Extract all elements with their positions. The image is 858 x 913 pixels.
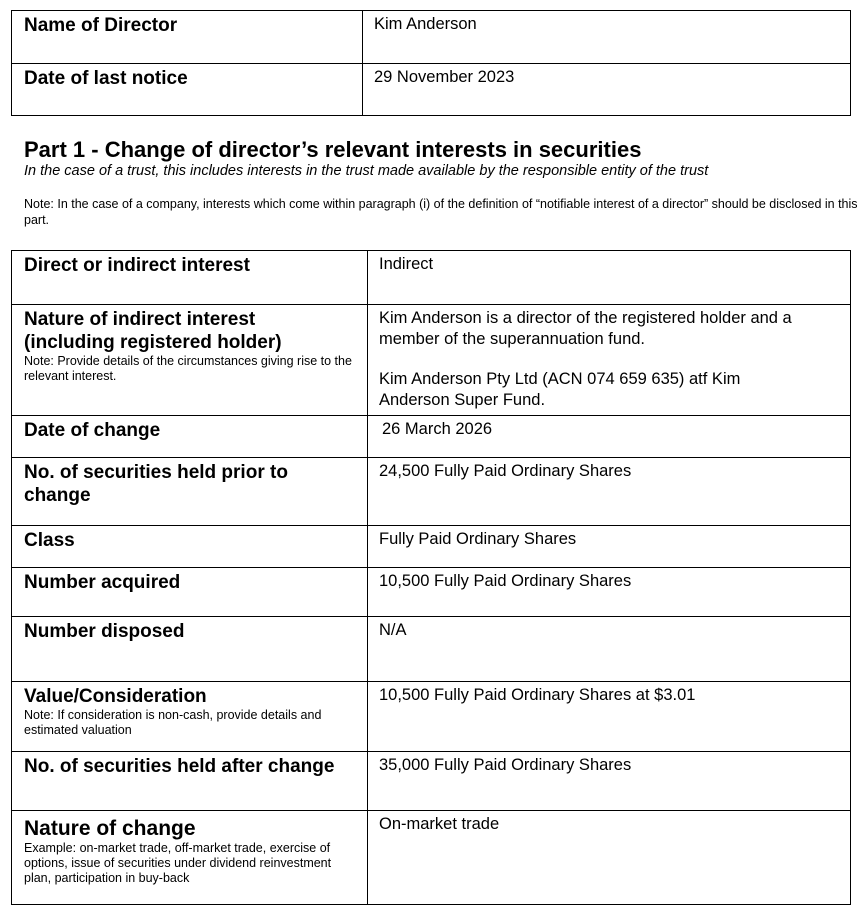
name-of-director-label: Name of Director — [24, 15, 178, 36]
part1-note: Note: In the case of a company, interests which come within paragraph (i) of the definition of “notifiable interest of a director” should be disclosed in this part. — [24, 197, 858, 227]
number-acquired-value: 10,500 Fully Paid Ordinary Shares — [379, 572, 632, 590]
value-cell — [368, 305, 851, 416]
value-cell — [363, 11, 851, 64]
date-of-last-notice-value: 29 November 2023 — [374, 68, 515, 86]
value-cell — [368, 682, 851, 752]
label-cell — [12, 526, 368, 568]
nature-of-change-value: On-market trade — [379, 815, 500, 833]
label-cell — [12, 64, 363, 116]
label-cell — [12, 11, 363, 64]
class-value: Fully Paid Ordinary Shares — [379, 530, 577, 548]
date-of-change-value: 26 March 2026 — [382, 420, 493, 438]
label-cell — [12, 251, 368, 305]
value-cell — [368, 526, 851, 568]
part1-heading: Part 1 - Change of director’s relevant interests in securities — [24, 137, 642, 162]
label-cell — [12, 458, 368, 526]
table-row — [12, 526, 851, 568]
table-row — [12, 64, 851, 116]
director-name-value: Kim Anderson — [374, 15, 477, 33]
direct-or-indirect-label: Direct or indirect interest — [24, 255, 250, 276]
number-disposed-value: N/A — [379, 621, 407, 639]
table-row — [12, 617, 851, 682]
label-cell — [12, 305, 368, 416]
value-consideration-note: Note: If consideration is non-cash, provide details and estimated valuation — [24, 708, 322, 737]
date-of-change-label: Date of change — [24, 420, 161, 441]
label-cell — [12, 682, 368, 752]
nature-of-indirect-value-2: Kim Anderson Pty Ltd (ACN 074 659 635) atf Kim Anderson Super Fund. — [379, 370, 741, 409]
value-cell — [368, 811, 851, 905]
nature-of-indirect-value-1: Kim Anderson is a director of the registered holder and a member of the superannuation fund. — [379, 309, 792, 348]
table-row — [12, 682, 851, 752]
class-label: Class — [24, 530, 75, 551]
director-info-table — [11, 10, 851, 116]
part1-subheading: In the case of a trust, this includes interests in the trust made available by the responsible entity of the trust — [24, 163, 709, 179]
date-of-last-notice-label: Date of last notice — [24, 68, 188, 89]
table-row — [12, 305, 851, 416]
label-cell — [12, 416, 368, 458]
value-cell — [368, 458, 851, 526]
held-prior-label: No. of securities held prior to change — [24, 462, 288, 506]
nature-of-change-note: Example: on-market trade, off-market trade, exercise of options, issue of securities under dividend reinvestment plan, participation in buy-back — [24, 841, 332, 885]
number-acquired-label: Number acquired — [24, 572, 181, 593]
held-after-label: No. of securities held after change — [24, 756, 335, 777]
nature-of-indirect-label: Nature of indirect interest (including registered holder) — [24, 309, 282, 353]
label-cell — [12, 568, 368, 617]
value-consideration-label: Value/Consideration — [24, 686, 207, 707]
value-cell — [363, 64, 851, 116]
table-row — [12, 568, 851, 617]
table-row — [12, 416, 851, 458]
nature-of-change-label: Nature of change — [24, 817, 196, 840]
label-cell — [12, 811, 368, 905]
table-row — [12, 752, 851, 811]
held-after-value: 35,000 Fully Paid Ordinary Shares — [379, 756, 632, 774]
direct-or-indirect-value: Indirect — [379, 255, 434, 273]
nature-of-indirect-note: Note: Provide details of the circumstances giving rise to the relevant interest. — [24, 354, 352, 383]
table-row — [12, 11, 851, 64]
value-cell — [368, 752, 851, 811]
table-row — [12, 251, 851, 305]
label-cell — [12, 617, 368, 682]
interest-details-table — [11, 250, 851, 905]
value-cell — [368, 251, 851, 305]
label-cell — [12, 752, 368, 811]
table-row — [12, 811, 851, 905]
value-cell — [368, 568, 851, 617]
value-consideration-value: 10,500 Fully Paid Ordinary Shares at $3.01 — [379, 686, 696, 704]
held-prior-value: 24,500 Fully Paid Ordinary Shares — [379, 462, 632, 480]
paragraph-spacer — [379, 349, 850, 369]
value-cell — [368, 416, 851, 458]
table-row — [12, 458, 851, 526]
value-cell — [368, 617, 851, 682]
number-disposed-label: Number disposed — [24, 621, 185, 642]
